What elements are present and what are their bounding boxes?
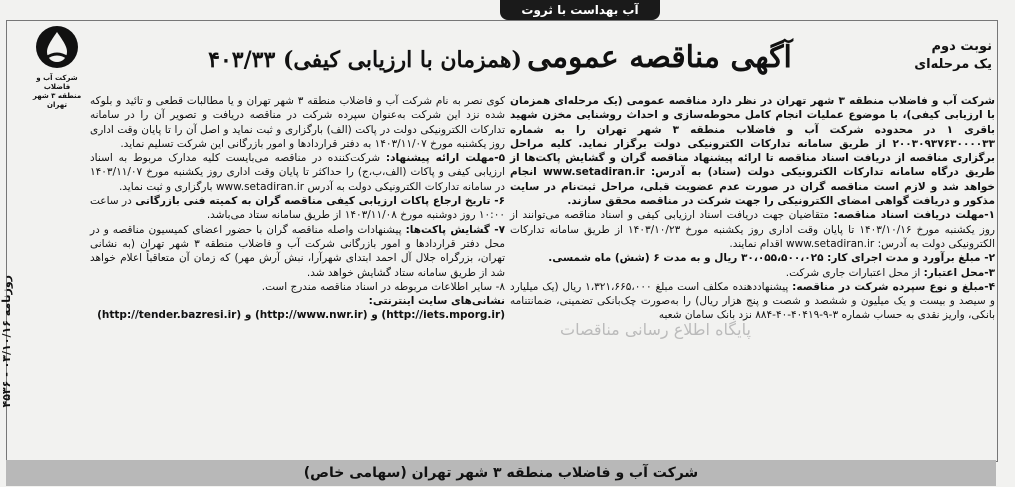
section-8: ۸- سایر اطلاعات مربوطه در اسناد مناقصه مندرج است.: [261, 280, 505, 293]
right-column: [510, 94, 995, 323]
watermark: پایگاه اطلاع رسانی مناقصات: [560, 320, 751, 339]
section-5-title: ۵-مهلت ارائه پیشنهاد:: [385, 152, 505, 165]
section-1: [510, 208, 995, 251]
section-7-title: ۷- گشایش پاکت‌ها:: [405, 223, 505, 236]
section-1-text: متقاضیان جهت دریافت اسناد ارزیابی کیفی و اسناد مناقصه می‌توانند از روز یکشنبه مورخ ۱۴۰۳/۱۰/۱۶ تا پایان وقت اداری روز یکشنبه مورخ ۱۴۰۳/۱۰/۲۳ از طریق سامانه تدارکات الکترونیکی دولت به آدرس: www.setadiran.ir اقدام نمایند.: [510, 209, 995, 250]
section-5: [90, 151, 505, 194]
section-2-title: ۲- مبلغ برآورد و مدت اجرای کار:: [827, 252, 995, 265]
section-6-title: ۶- تاریخ ارجاع پاکات ارزیابی کیفی مناقصه گران به کمیته فنی بازرگانی: [135, 195, 505, 208]
section-3-title: ۳-محل اعتبار:: [923, 266, 995, 279]
section-6-text: در ساعت ۱۰:۰۰ روز دوشنبه مورخ ۱۴۰۳/۱۱/۰۸ از طریق سامانه ستاد می‌باشد.: [90, 195, 505, 222]
left-column: [90, 94, 505, 323]
logo-line2: منطقه ۳ شهر تهران: [32, 92, 82, 109]
section-3-text: از محل اعتبارات جاری شرکت.: [785, 266, 924, 279]
company-logo: [22, 24, 92, 109]
section-6: [90, 194, 505, 223]
links-title: نشانی‌های سایت اینترنتی:: [368, 295, 505, 308]
title-main: آگهی مناقصه عمومی: [526, 40, 792, 75]
section-4-continued: کوی نصر به نام شرکت آب و فاضلاب منطقه ۳ شهر تهران و یا مطالبات قطعی و تائید و بلوکه شده نزد این شرکت به‌عنوان سپرده شرکت در مناقصه دریافت و تصویر آن را در سامانه تدارکات الکترونیکی دولت در پاکت (الف) بارگزاری و ثبت نماید و اصل آن را تا پایان وقت اداری روز یکشنبه مورخ ۱۴۰۳/۱۱/۰۷ به دفتر قراردادها و امور بازرگانی این شرکت تسلیم نماید.: [90, 95, 505, 150]
section-4-title: ۴-مبلغ و نوع سپرده شرکت در مناقصه:: [792, 280, 996, 293]
ad-title: [140, 40, 860, 90]
side-strip: [0, 275, 20, 475]
water-drop-icon: [34, 24, 80, 70]
notice-box: [912, 38, 992, 74]
footer-company: شرکت آب و فاضلاب منطقه ۳ شهر تهران (سهامی خاص): [6, 460, 996, 486]
notice-stage: یک مرحله‌ای: [914, 57, 992, 72]
top-banner: آب بهداست با ثروت: [500, 0, 660, 20]
section-4-text: پیشنهاددهنده مکلف است مبلغ ۱،۳۲۱،۶۶۵،۰۰۰ ریال (یک میلیارد و سیصد و بیست و یک میلیون و ششصد و شصت و پنج هزار ریال) را به‌صورت چک‌بانکی تضمینی، ضمانتنامه بانکی، واریز نقدی به حساب شماره ۳-۹-۴۰۴۱۹-۴۰-۸۸۴ نزد بانک سامان شعبه: [510, 280, 995, 322]
section-4: [510, 280, 995, 323]
section-3: [510, 266, 995, 280]
section-2-text: ۳۰،۰۵۵،۵۰۰،۰۲۵ ریال و به مدت ۶ (شش) ماه شمسی.: [548, 252, 828, 265]
section-7: [90, 223, 505, 280]
section-7-text: پیشنهادات واصله مناقصه گران با حضور اعضای کمیسیون مناقصه و در محل دفتر قراردادها و امور بازرگانی شرکت آب و فاضلاب منطقه ۳ شهر تهران (به نشانی تهران، بزرگراه جلال آل احمد ابتدای شهرآرا، نبش آرش مهر) که زمان آن متعاقباً اعلام خواهد شد از طریق سامانه ستاد گشایش خواهد شد.: [90, 223, 505, 279]
notice-round: نوبت دوم: [931, 39, 992, 54]
logo-line1: شرکت آب و فاضلاب: [36, 74, 78, 91]
website-links[interactable]: (http://tender.bazresi.ir) و (http://www.nwr.ir) و (http://iets.mporg.ir): [97, 309, 505, 322]
section-5-text: شرکت‌کننده در مناقصه می‌بایست کلیه مدارک مربوط به اسناد ارزیابی کیفی و پاکات (الف،ب،ج) را حداکثر تا پایان وقت اداری روز یکشنبه مورخ ۱۴۰۳/۱۱/۰۷ در سامانه تدارکات الکترونیکی دولت به آدرس www.setadiran.ir بارگزاری و ثبت نماید.: [90, 152, 505, 193]
intro-paragraph: شرکت آب و فاضلاب منطقه ۳ شهر تهران در نظر دارد مناقصه عمومی (یک مرحله‌ای همزمان با ارزیابی کیفی)، با موضوع عملیات انجام کامل محوطه‌سازی و احداث روشنایی مخزن شهید باقری ۱ در محدوده شرکت آب و فاضلاب منطقه ۳ شهر تهران را به شماره ۲۰۰۳۰۹۳۷۶۳۰۰۰۰۳۳ از طریق سامانه تدارکات الکترونیکی دولت برگزار نماید. کلیه مراحل برگزاری مناقصه از دریافت اسناد مناقصه تا ارائه پیشنهاد مناقصه گران و گشایش پاکت‌ها از طریق درگاه سامانه تدارکات الکترونیکی دولت (ستاد) به آدرس: www.setadiran.ir انجام خواهد شد و لازم است مناقصه گران در صورت عدم عضویت قبلی، مراحل ثبت‌نام در سایت مذکور و دریافت گواهی امضای الکترونیکی را جهت شرکت در مناقصه محقق سازند.: [510, 95, 995, 208]
section-1-title: ۱-مهلت دریافت اسناد مناقصه:: [833, 209, 995, 222]
title-sub: (همزمان با ارزیابی کیفی) ۴۰۳/۳۳: [208, 47, 522, 73]
newspaper-date: روزنامه ۰۳/۱۰/۱۶ - ۴۵۳۶: [0, 275, 13, 408]
section-2: [510, 251, 995, 265]
